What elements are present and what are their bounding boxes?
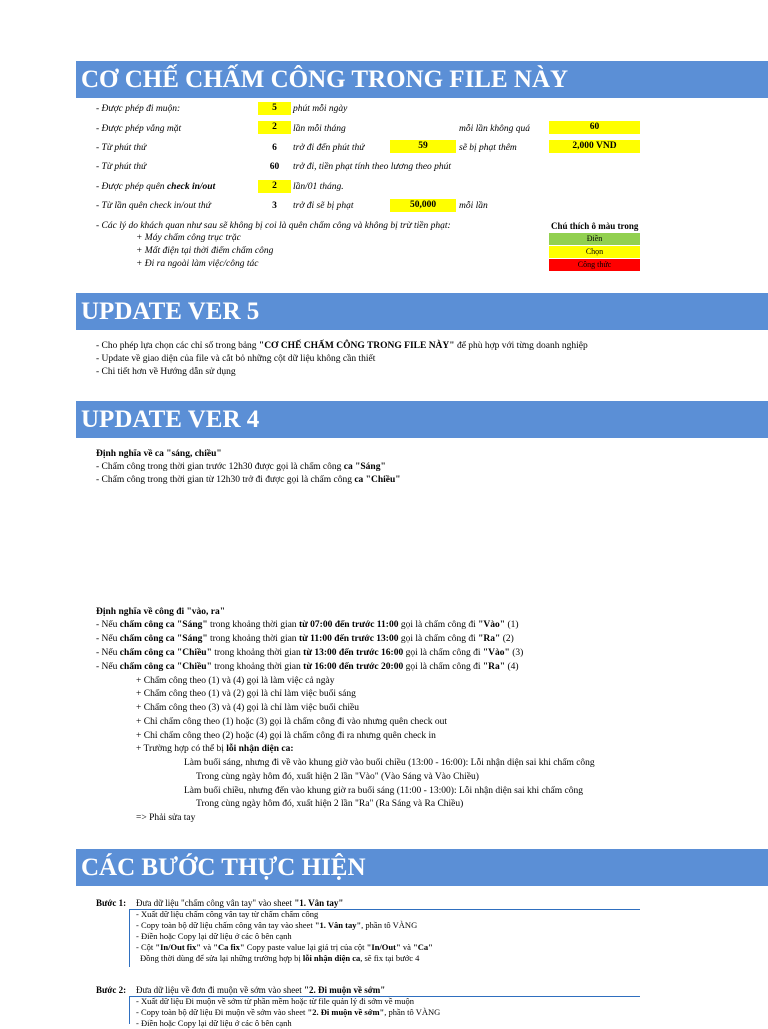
input-forget-times[interactable]: 2 xyxy=(258,180,291,193)
label-fine-extra: sẽ bị phạt thêm xyxy=(459,143,517,153)
label-to-minute: trở đi đến phút thứ xyxy=(293,143,365,153)
step1-title: Đưa dữ liệu "chấm công vân tay" vào sheet "1. Vân tay" xyxy=(136,898,344,908)
label-forget-checkin: - Được phép quên check in/out xyxy=(96,182,216,192)
reason-outside: + Đi ra ngoài làm việc/công tác xyxy=(136,259,259,269)
error-example-2: Làm buổi chiều, nhưng đến vào khung giờ ra buổi sáng (11:00 - 13:00): Lỗi nhận diện sai khi chấm công xyxy=(184,786,583,796)
legend-formula: Công thức xyxy=(549,259,640,271)
step2-line-3: - Điền hoặc Copy lại dữ liệu ở các ô bên cạnh xyxy=(136,1018,292,1028)
def-inout-1: - Nếu chấm công ca "Sáng" trong khoảng thời gian từ 07:00 đến trước 11:00 gọi là chấm công đi "Vào" (1) xyxy=(96,620,519,630)
step1-line-2: - Copy toàn bộ dữ liệu chấm công vân tay vào sheet "1. Vân tay", phần tô VÀNG xyxy=(136,920,418,930)
section-title-cham-cong: CƠ CHẾ CHẤM CÔNG TRONG FILE NÀY xyxy=(76,61,768,98)
update5-line-2: - Update về giao diện của file và cắt bỏ những cột dữ liệu không cần thiết xyxy=(96,354,376,364)
label-per-month: lần mỗi tháng xyxy=(293,124,346,134)
step2-line-1: - Xuất dữ liệu Đi muộn về sớm từ phần mềm hoặc từ file quản lý đi sớm về muộn xyxy=(136,996,415,1006)
step1-line-4: - Cột "In/Out fix" và "Ca fix" Copy paste value lại giá trị của cột "In/Out" và "Ca" xyxy=(136,942,433,952)
label-late-allowed: - Được phép đi muộn: xyxy=(96,104,181,114)
label-per-month-2: lần/01 tháng. xyxy=(293,182,344,192)
section-title-steps: CÁC BƯỚC THỰC HIỆN xyxy=(76,849,768,886)
step2-line-2: - Copy toàn bộ dữ liệu Đi muộn về sớm vào sheet "2. Đi muộn về sớm", phần tô VÀNG xyxy=(136,1007,441,1017)
value-from-minute-2: 60 xyxy=(269,162,280,172)
label-objective-reasons: - Các lý do khách quan như sau sẽ không bị coi là quên chấm công và không bị trừ tiền phạt: xyxy=(96,221,451,231)
update5-line-1: - Cho phép lựa chọn các chỉ số trong bảng "CƠ CHẾ CHẤM CÔNG TRONG FILE NÀY" để phù hợp với từng doanh nghiệp xyxy=(96,341,588,351)
def-inout-2: - Nếu chấm công ca "Sáng" trong khoảng thời gian từ 11:00 đến trước 13:00 gọi là chấm công đi "Ra" (2) xyxy=(96,634,514,644)
label-forget-from: - Từ lần quên check in/out thứ xyxy=(96,201,211,211)
case-full-day: + Chấm công theo (1) và (4) gọi là làm việc cả ngày xyxy=(136,676,335,686)
input-to-minute[interactable]: 59 xyxy=(390,140,456,153)
step1-vline xyxy=(129,909,130,967)
step2-vline xyxy=(129,996,130,1024)
input-late-minutes[interactable]: 5 xyxy=(258,102,291,115)
input-absence-times[interactable]: 2 xyxy=(258,121,291,134)
value-forget-from: 3 xyxy=(272,201,277,211)
value-from-minute: 6 xyxy=(272,143,277,153)
label-from-minute: - Từ phút thứ xyxy=(96,143,147,153)
step2-label: Bước 2: xyxy=(96,985,127,995)
legend-choose: Chọn xyxy=(549,246,640,258)
label-from-minute-2: - Từ phút thứ xyxy=(96,162,147,172)
error-example-1-detail: Trong cùng ngày hôm đó, xuất hiện 2 lần "Vào" (Vào Sáng và Vào Chiều) xyxy=(196,772,479,782)
error-example-2-detail: Trong cùng ngày hôm đó, xuất hiện 2 lần "Ra" (Ra Sáng và Ra Chiều) xyxy=(196,799,464,809)
step2-title: Đưa dữ liệu về đơn đi muộn về sớm vào sheet "2. Đi muộn về sớm" xyxy=(136,985,386,995)
case-forgot-checkin: + Chỉ chấm công theo (2) hoặc (4) gọi là chấm công đi ra nhưng quên check in xyxy=(136,731,436,741)
case-forgot-checkout: + Chỉ chấm công theo (1) hoặc (3) gọi là chấm công đi vào nhưng quên check out xyxy=(136,717,447,727)
case-morning: + Chấm công theo (1) và (2) gọi là chỉ làm việc buổi sáng xyxy=(136,689,356,699)
def-shift-morning: - Chấm công trong thời gian trước 12h30 được gọi là chấm công ca "Sáng" xyxy=(96,462,386,472)
label-per-day: phút mỗi ngày xyxy=(293,104,348,114)
step1-line-5: Đồng thời dùng để sửa lại những trường hợp bị lỗi nhận diện ca, sẽ fix tại bước 4 xyxy=(140,953,420,963)
reason-power: + Mất điện tại thời điểm chấm công xyxy=(136,246,274,256)
error-example-1: Làm buổi sáng, nhưng đi về vào khung giờ vào buổi chiều (13:00 - 16:00): Lỗi nhận diện sai khi chấm công xyxy=(184,758,595,768)
def-shift-heading: Định nghĩa về ca "sáng, chiều" xyxy=(96,449,222,459)
input-absence-max[interactable]: 60 xyxy=(549,121,640,134)
reason-machine: + Máy chấm công trục trặc xyxy=(136,233,241,243)
label-max-each: mỗi lần không quá xyxy=(459,124,530,134)
def-shift-afternoon: - Chấm công trong thời gian từ 12h30 trở đi được gọi là chấm công ca "Chiều" xyxy=(96,475,401,485)
input-fine-amount[interactable]: 2,000 VND xyxy=(549,140,640,153)
label-each-time: mỗi lần xyxy=(459,201,488,211)
label-will-be-fined: trở đi sẽ bị phạt xyxy=(293,201,354,211)
legend-title: Chú thích ô màu trong xyxy=(551,221,639,231)
update5-line-3: - Chi tiết hơn về Hướng dẫn sử dụng xyxy=(96,367,236,377)
step1-line-1: - Xuất dữ liệu chấm công vân tay từ chấm chấm công xyxy=(136,909,319,919)
def-inout-heading: Định nghĩa về công đi "vào, ra" xyxy=(96,607,226,617)
section-title-update-ver5: UPDATE VER 5 xyxy=(76,293,768,330)
step1-line-3: - Điền hoặc Copy lại dữ liệu ở các ô bên cạnh xyxy=(136,931,292,941)
input-forget-fine[interactable]: 50,000 xyxy=(390,199,456,212)
def-inout-4: - Nếu chấm công ca "Chiều" trong khoảng thời gian từ 16:00 đến trước 20:00 gọi là chấm công đi "Ra" (4) xyxy=(96,662,519,672)
label-absence-allowed: - Được phép vắng mặt xyxy=(96,124,182,134)
section-title-update-ver4: UPDATE VER 4 xyxy=(76,401,768,438)
label-salary-per-minute: trở đi, tiền phạt tính theo lương theo phút xyxy=(293,162,452,172)
def-inout-3: - Nếu chấm công ca "Chiều" trong khoảng thời gian từ 13:00 đến trước 16:00 gọi là chấm công đi "Vào" (3) xyxy=(96,648,524,658)
step1-label: Bước 1: xyxy=(96,898,127,908)
manual-fix-note: => Phải sửa tay xyxy=(136,813,196,823)
legend-fill: Điền xyxy=(549,233,640,245)
case-afternoon: + Chấm công theo (3) và (4) gọi là chỉ làm việc buổi chiều xyxy=(136,703,359,713)
case-shift-error: + Trường hợp có thể bị lỗi nhận diện ca: xyxy=(136,744,294,754)
